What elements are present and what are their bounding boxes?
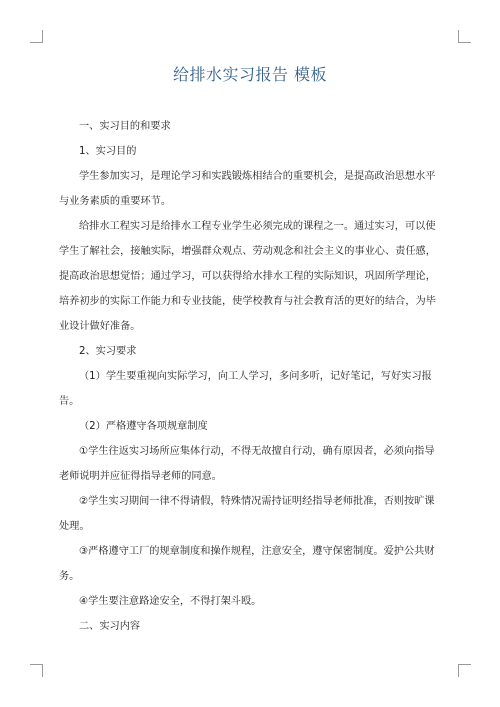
crop-mark-bottom-left [30,664,43,677]
rule-item-3: ③严格遵守工厂的规章制度和操作规程，注意安全，遵守保密制度。爱护公共财务。 [59,546,435,582]
subsection-heading-requirements: 2、实习要求 [79,346,137,357]
section-heading-purpose-and-requirements: 一、实习目的和要求 [79,121,171,132]
rule-item-1: ①学生往返实习场所应集体行动，不得无故擅自行动，确有原因者，必须向指导老师说明并应征得指导老师的同意。 [59,446,435,482]
subsection-heading-purpose: 1、实习目的 [79,146,137,157]
requirement-item-2: （2）严格遵守各项规章制度 [79,421,208,432]
document-title: 给排水实习报告 模板 [172,65,328,84]
rule-item-4: ④学生要注意路途安全，不得打架斗殴。 [79,596,262,607]
crop-mark-top-right [458,30,471,43]
document-body [59,114,442,639]
crop-mark-bottom-right [458,664,471,677]
section-heading-content: 二、实习内容 [79,621,141,632]
paragraph-purpose-detail: 给排水工程实习是给排水工程专业学生必须完成的课程之一。通过实习，可以使学生了解社会，接触实际，增强群众观点、劳动观念和社会主义的事业心、责任感，提高政治思想觉悟；通过学习，可以获得给水排水工程的实际知识，巩固所学理论，培养初步的实际工作能力和专业技能，使学校教育与社会教育活的更好的结合，为毕业设计做好准备。 [59,221,436,332]
requirement-item-1: （1）学生要重视向实际学习，向工人学习，多问多听，记好笔记，写好实习报告。 [59,371,432,407]
crop-mark-top-left [30,30,43,43]
paragraph-purpose-intro: 学生参加实习，是理论学习和实践锻炼相结合的重要机会，是提高政治思想水平与业务素质的重要环节。 [59,171,436,207]
rule-item-2: ②学生实习期间一律不得请假，特殊情况需持证明经指导老师批准，否则按旷课处理。 [59,496,435,532]
